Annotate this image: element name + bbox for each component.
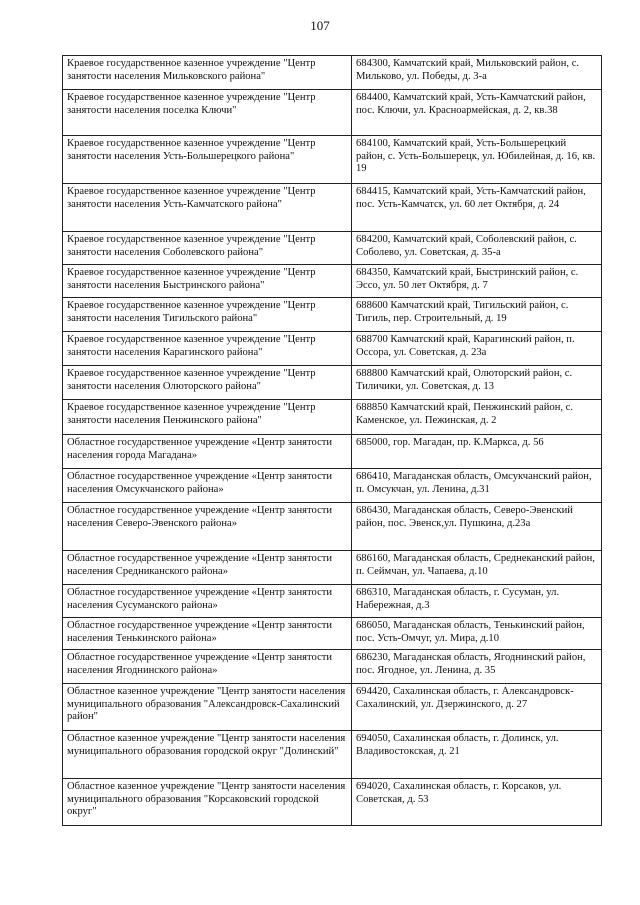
- table-row: [63, 366, 602, 400]
- address-cell: 688800 Камчатский край, Олюторский район, с. Тиличики, ул. Советская, д. 13: [352, 366, 602, 400]
- table-row: [63, 650, 602, 684]
- table-row: [63, 332, 602, 366]
- table-row: [63, 618, 602, 650]
- address-cell: 694050, Сахалинская область, г. Долинск, ул. Владивостокская, д. 21: [352, 731, 602, 779]
- organization-cell: Областное государственное учреждение «Центр занятости населения города Магадана»: [63, 435, 352, 469]
- table-row: [63, 184, 602, 232]
- address-cell: 684100, Камчатский край, Усть-Большерецкий район, с. Усть-Большерецк, ул. Юбилейная, д. 16, кв. 19: [352, 136, 602, 184]
- table-row: [63, 90, 602, 136]
- address-cell: 688600 Камчатский край, Тигильский район, с. Тигиль, пер. Строительный, д. 19: [352, 298, 602, 332]
- address-cell: 684300, Камчатский край, Мильковский район, с. Мильково, ул. Победы, д. 3-а: [352, 56, 602, 90]
- address-cell: 684350, Камчатский край, Быстринский район, с. Эссо, ул. 50 лет Октября, д. 7: [352, 265, 602, 298]
- address-cell: 686310, Магаданская область, г. Сусуман, ул. Набережная, д.3: [352, 585, 602, 618]
- table-row: [63, 684, 602, 731]
- table-row: [63, 469, 602, 503]
- organization-cell: Краевое государственное казенное учреждение "Центр занятости населения Пенжинского района": [63, 400, 352, 435]
- organization-cell: Краевое государственное казенное учреждение "Центр занятости населения Мильковского района": [63, 56, 352, 90]
- organization-cell: Областное государственное учреждение «Центр занятости населения Тенькинского района»: [63, 618, 352, 650]
- address-cell: 694020, Сахалинская область, г. Корсаков, ул. Советская, д. 53: [352, 779, 602, 826]
- table-row: [63, 503, 602, 551]
- organization-cell: Краевое государственное казенное учреждение "Центр занятости населения Быстринского района": [63, 265, 352, 298]
- table-row: [63, 298, 602, 332]
- organization-cell: Областное государственное учреждение «Центр занятости населения Ягоднинского района»: [63, 650, 352, 684]
- address-cell: 686160, Магаданская область, Среднеканский район, п. Сеймчан, ул. Чапаева, д.10: [352, 551, 602, 585]
- table-row: [63, 779, 602, 826]
- table-row: [63, 585, 602, 618]
- organization-cell: Областное государственное учреждение «Центр занятости населения Сусуманского района»: [63, 585, 352, 618]
- address-cell: 684415, Камчатский край, Усть-Камчатский район, пос. Усть-Камчатск, ул. 60 лет Октября, д. 24: [352, 184, 602, 232]
- address-cell: 694420, Сахалинская область, г. Александровск-Сахалинский, ул. Дзержинского, д. 27: [352, 684, 602, 731]
- organization-cell: Областное государственное учреждение «Центр занятости населения Северо-Эвенского района»: [63, 503, 352, 551]
- organization-cell: Краевое государственное казенное учреждение "Центр занятости населения Усть-Большерецкого района": [63, 136, 352, 184]
- table-row: [63, 265, 602, 298]
- table-row: [63, 435, 602, 469]
- address-cell: 686410, Магаданская область, Омсукчанский район, п. Омсукчан, ул. Ленина, д.31: [352, 469, 602, 503]
- organization-cell: Областное казенное учреждение "Центр занятости населения муниципального образования городской округ "Долинский": [63, 731, 352, 779]
- organization-cell: Областное государственное учреждение «Центр занятости населения Средниканского района»: [63, 551, 352, 585]
- address-cell: 688850 Камчатский край, Пенжинский район, с. Каменское, ул. Пежинская, д. 2: [352, 400, 602, 435]
- organization-cell: Краевое государственное казенное учреждение "Центр занятости населения Усть-Камчатского района": [63, 184, 352, 232]
- address-cell: 688700 Камчатский край, Карагинский район, п. Оссора, ул. Советская, д. 23а: [352, 332, 602, 366]
- table-row: [63, 136, 602, 184]
- organization-cell: Областное казенное учреждение "Центр занятости населения муниципального образования "Александровск-Сахалинский район": [63, 684, 352, 731]
- address-cell: 686230, Магаданская область, Ягоднинский район, пос. Ягодное, ул. Ленина, д. 35: [352, 650, 602, 684]
- organization-cell: Краевое государственное казенное учреждение "Центр занятости населения поселка Ключи": [63, 90, 352, 136]
- table-row: [63, 551, 602, 585]
- address-cell: 684400, Камчатский край, Усть-Камчатский район, пос. Ключи, ул. Красноармейская, д. 2, кв.38: [352, 90, 602, 136]
- employment-centers-table: [62, 55, 602, 826]
- organization-cell: Краевое государственное казенное учреждение "Центр занятости населения Олюторского района": [63, 366, 352, 400]
- table-row: [63, 731, 602, 779]
- organization-cell: Краевое государственное казенное учреждение "Центр занятости населения Тигильского района": [63, 298, 352, 332]
- organization-cell: Краевое государственное казенное учреждение "Центр занятости населения Соболевского района": [63, 232, 352, 265]
- address-cell: 686050, Магаданская область, Тенькинский район, пос. Усть-Омчуг, ул. Мира, д.10: [352, 618, 602, 650]
- page-number: 107: [310, 18, 330, 33]
- table-row: [63, 400, 602, 435]
- organization-cell: Областное казенное учреждение "Центр занятости населения муниципального образования "Корсаковский городской округ": [63, 779, 352, 826]
- address-cell: 686430, Магаданская область, Северо-Эвенский район, пос. Эвенск,ул. Пушкина, д.23а: [352, 503, 602, 551]
- table-row: [63, 56, 602, 90]
- organization-cell: Областное государственное учреждение «Центр занятости населения Омсукчанского района»: [63, 469, 352, 503]
- table-row: [63, 232, 602, 265]
- address-cell: 685000, гор. Магадан, пр. К.Маркса, д. 56: [352, 435, 602, 469]
- address-cell: 684200, Камчатский край, Соболевский район, с. Соболево, ул. Советская, д. 35-а: [352, 232, 602, 265]
- organization-cell: Краевое государственное казенное учреждение "Центр занятости населения Карагинского района": [63, 332, 352, 366]
